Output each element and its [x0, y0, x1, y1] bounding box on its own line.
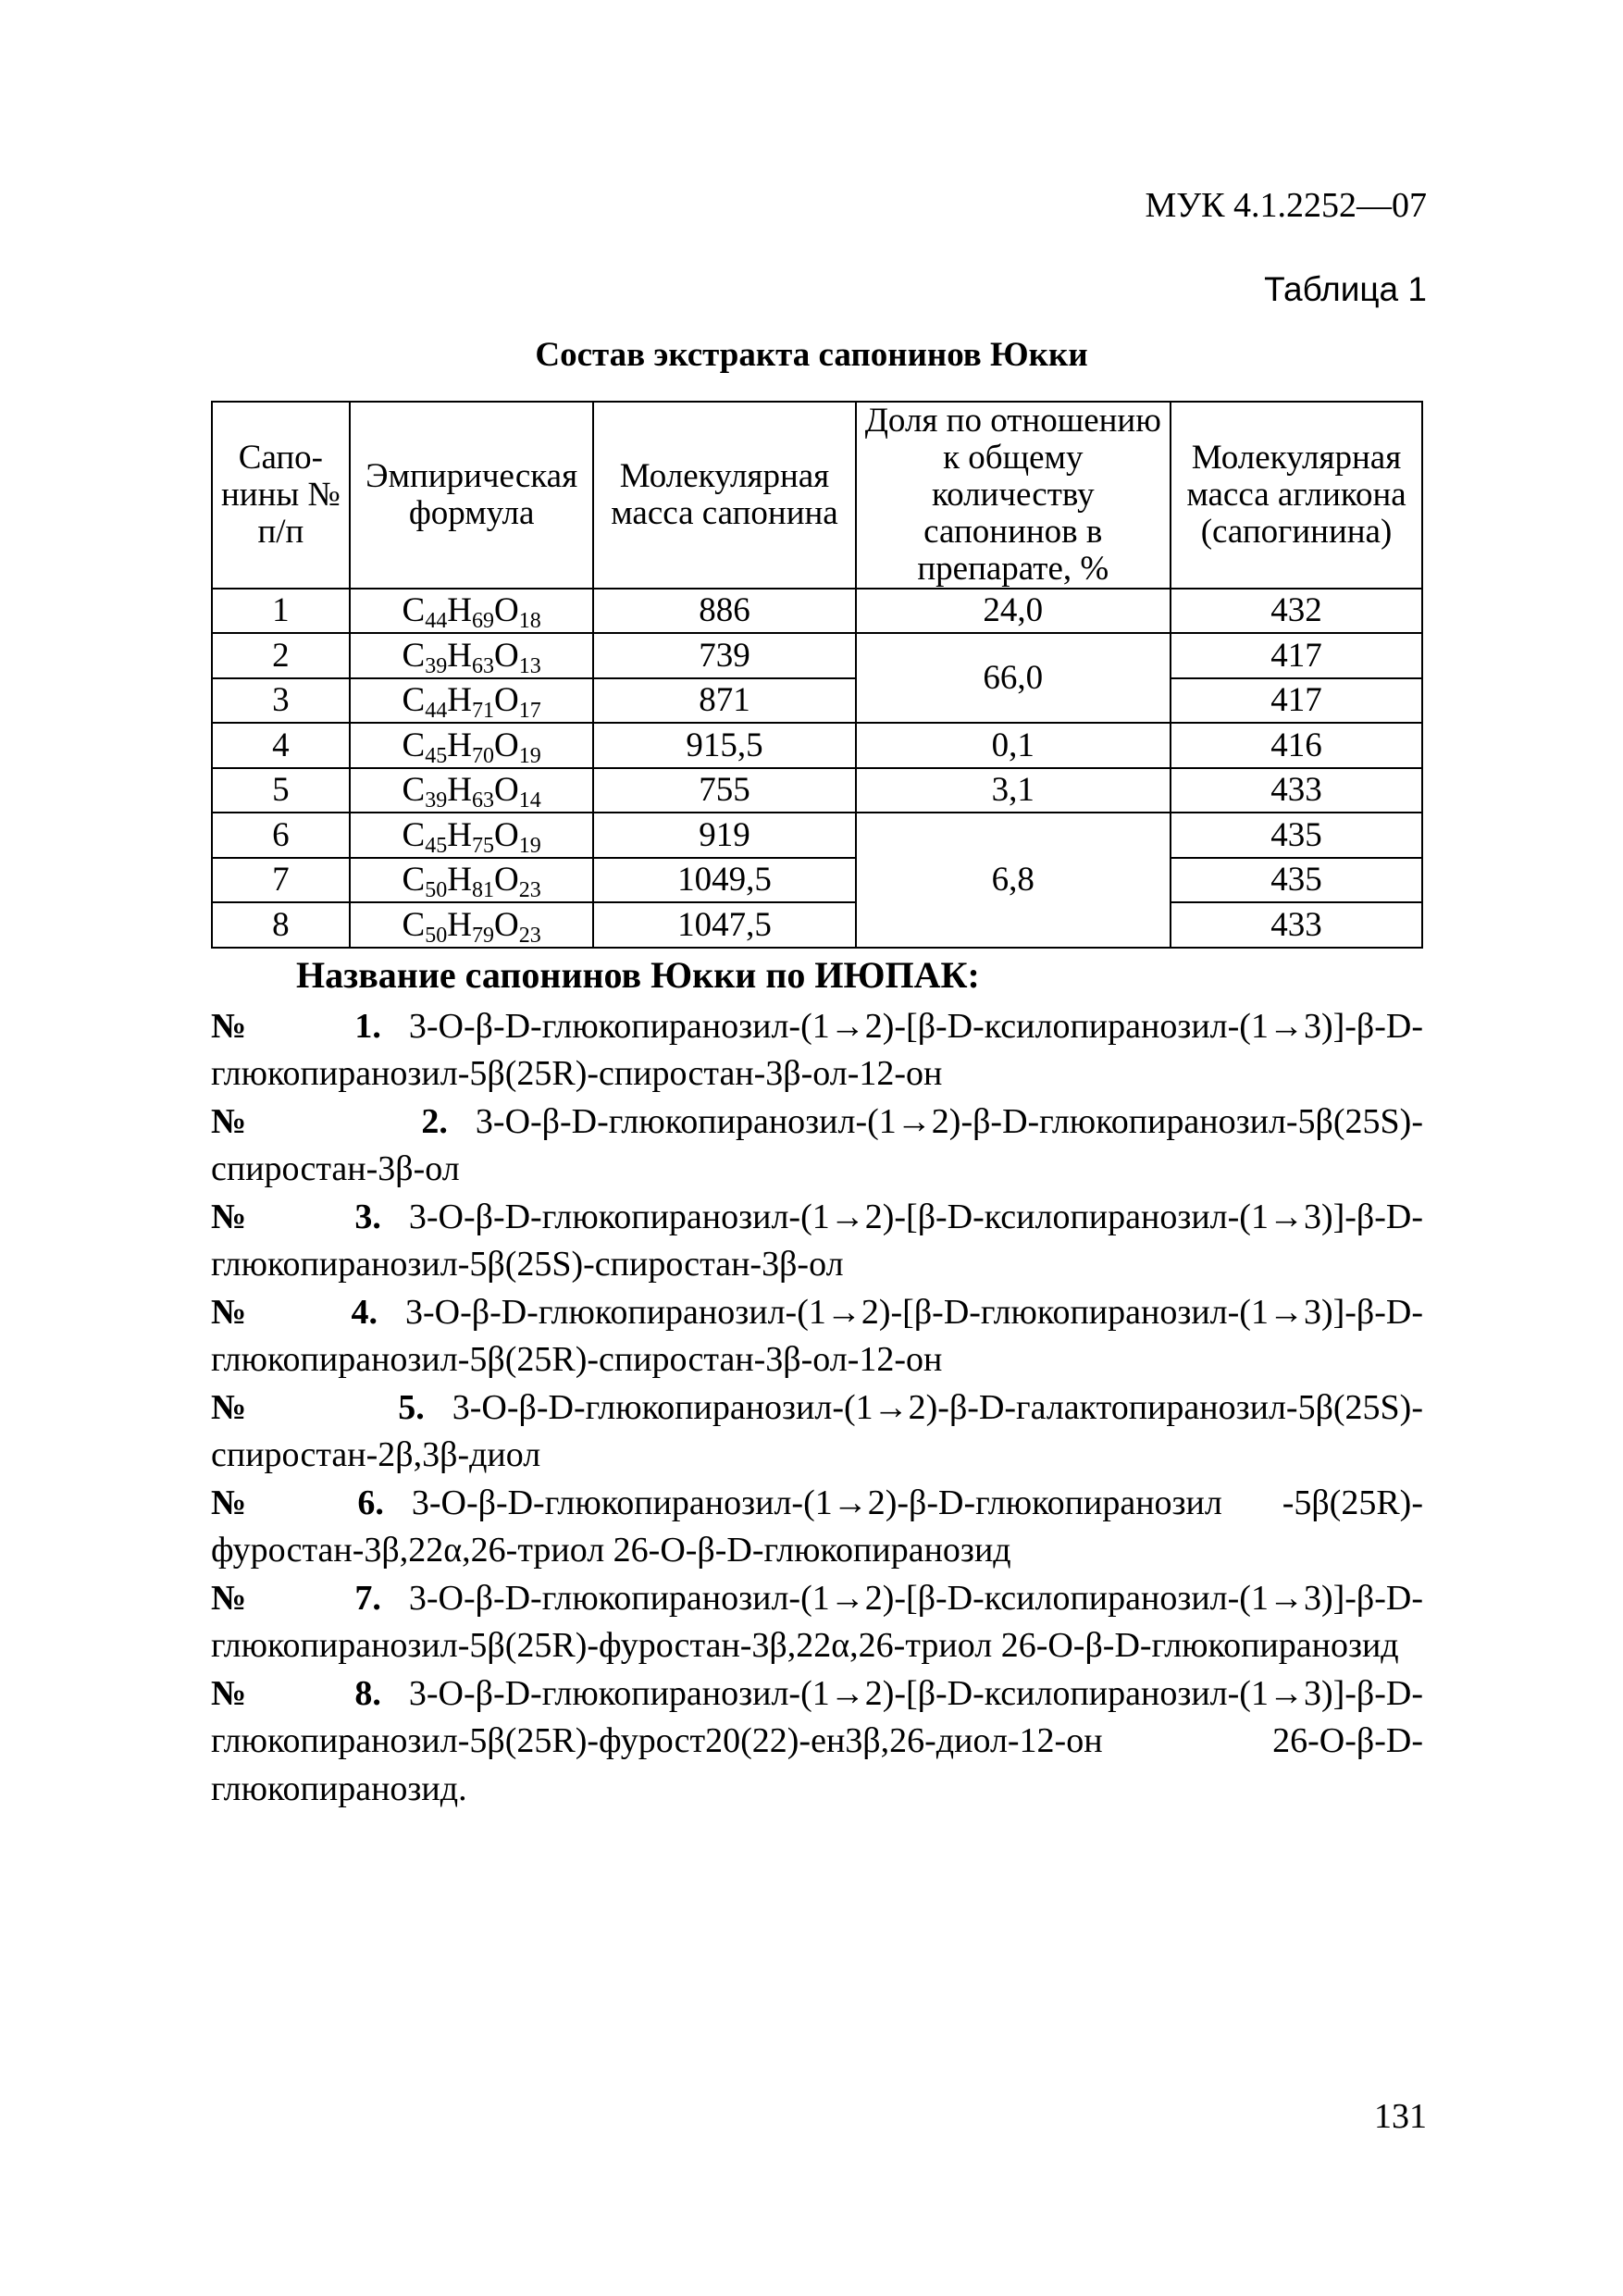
- formula-element: C: [402, 636, 426, 675]
- row-aglycone-mass: 433: [1171, 902, 1422, 948]
- formula-element: H: [447, 726, 472, 764]
- saponin-name-entry: [211, 1098, 1423, 1194]
- formula-element: O: [493, 636, 519, 675]
- row-saponin-mass: 886: [593, 589, 855, 634]
- formula-element: C: [402, 861, 426, 900]
- row-aglycone-mass: 417: [1171, 678, 1422, 724]
- row-formula: [350, 768, 594, 813]
- saponin-number: № 4.: [211, 1292, 378, 1332]
- formula-subscript: 70: [471, 743, 494, 768]
- row-aglycone-mass: 432: [1171, 589, 1422, 634]
- iupac-names-title: Название сапонинов Юкки по ИЮПАК:: [296, 954, 980, 996]
- row-saponin-mass: 915,5: [593, 723, 855, 768]
- row-number: 2: [212, 633, 350, 678]
- row-number: 8: [212, 902, 350, 948]
- formula-subscript: 75: [471, 833, 494, 858]
- formula-subscript: 23: [518, 878, 541, 903]
- formula-subscript: 39: [425, 653, 448, 678]
- table-header-row: [212, 402, 1422, 589]
- formula-subscript: 23: [518, 923, 541, 948]
- formula-subscript: 44: [425, 699, 448, 724]
- saponin-name-entry: [211, 1384, 1423, 1480]
- saponin-iupac-name: 3-O-β-D-глюкопиранозил-(1→2)-[β-D-ксилопиранозил-(1→3)]-β-D-глюкопиранозил-5β(25R)-фуростан-3β,22α,26-триол 26-O-β-D-глюкопиранозид: [211, 1578, 1423, 1665]
- formula-subscript: 14: [518, 788, 541, 813]
- saponin-number: № 6.: [211, 1483, 384, 1522]
- saponin-name-entry: [211, 1480, 1423, 1575]
- saponin-number: № 3.: [211, 1197, 381, 1236]
- formula-subscript: 19: [518, 743, 541, 768]
- row-formula: [350, 902, 594, 948]
- table-row: [212, 589, 1422, 634]
- formula-subscript: 63: [471, 653, 494, 678]
- table-label: Таблица 1: [1264, 270, 1427, 308]
- saponin-iupac-name: 3-O-β-D-глюкопиранозил-(1→2)-β-D-глюкопиранозил-5β(25S)-спиростан-3β-ол: [211, 1101, 1423, 1188]
- header-number: Сапо-нины № п/п: [212, 402, 350, 589]
- saponin-iupac-name: 3-O-β-D-глюкопиранозил-(1→2)-[β-D-глюкопиранозил-(1→3)]-β-D-глюкопиранозил-5β(25R)-спиростан-3β-ол-12-он: [211, 1292, 1423, 1379]
- formula-subscript: 45: [425, 833, 448, 858]
- saponin-iupac-name: 3-O-β-D-глюкопиранозил-(1→2)-β-D-галактопиранозил-5β(25S)-спиростан-2β,3β-диол: [211, 1387, 1423, 1474]
- saponin-name-entry: [211, 1003, 1423, 1098]
- row-aglycone-mass: 416: [1171, 723, 1422, 768]
- header-saponin-mass: Молекулярная масса сапонина: [593, 402, 855, 589]
- formula-element: H: [447, 905, 472, 944]
- row-aglycone-mass: 417: [1171, 633, 1422, 678]
- row-formula: [350, 723, 594, 768]
- saponin-name-entry: [211, 1670, 1423, 1814]
- formula-subscript: 19: [518, 833, 541, 858]
- formula-element: O: [493, 726, 519, 764]
- document-code: МУК 4.1.2252—07: [1145, 186, 1427, 225]
- row-saponin-mass: 919: [593, 813, 855, 858]
- page-number: 131: [1374, 2097, 1427, 2136]
- row-saponin-mass: 871: [593, 678, 855, 724]
- formula-subscript: 69: [471, 609, 494, 634]
- row-number: 6: [212, 813, 350, 858]
- table-row: [212, 813, 1422, 858]
- table-row: [212, 858, 1422, 903]
- saponin-number: № 1.: [211, 1006, 381, 1046]
- formula-subscript: 17: [518, 699, 541, 724]
- formula-element: O: [493, 771, 519, 810]
- saponin-number: № 8.: [211, 1673, 381, 1713]
- formula-subscript: 63: [471, 788, 494, 813]
- table-row: [212, 678, 1422, 724]
- saponin-iupac-name: 3-O-β-D-глюкопиранозил-(1→2)-[β-D-ксилопиранозил-(1→3)]-β-D-глюкопиранозил-5β(25S)-спиростан-3β-ол: [211, 1197, 1423, 1284]
- formula-element: O: [493, 815, 519, 854]
- row-number: 4: [212, 723, 350, 768]
- table-row: [212, 902, 1422, 948]
- formula-element: C: [402, 905, 426, 944]
- row-share: 3,1: [856, 768, 1171, 813]
- saponin-number: № 2.: [211, 1101, 448, 1141]
- formula-element: H: [447, 591, 472, 630]
- row-number: 7: [212, 858, 350, 903]
- saponin-name-entry: [211, 1289, 1423, 1384]
- table-body: [212, 589, 1422, 948]
- iupac-names-list: [211, 1003, 1423, 1814]
- saponin-name-entry: [211, 1194, 1423, 1289]
- table-title: Состав экстракта сапонинов Юкки: [535, 336, 1088, 374]
- formula-element: O: [493, 591, 519, 630]
- saponin-number: № 7.: [211, 1578, 381, 1618]
- saponin-iupac-name: 3-O-β-D-глюкопиранозил-(1→2)-[β-D-ксилопиранозил-(1→3)]-β-D-глюкопиранозил-5β(25R)-фурост20(22)-ен3β,26-диол-12-он 26-O-β-D-глюкопиранозид.: [211, 1673, 1423, 1808]
- row-saponin-mass: 1047,5: [593, 902, 855, 948]
- row-share: 66,0: [856, 633, 1171, 723]
- row-share: 0,1: [856, 723, 1171, 768]
- row-share: 24,0: [856, 589, 1171, 634]
- row-formula: [350, 858, 594, 903]
- saponin-number: № 5.: [211, 1387, 425, 1427]
- row-aglycone-mass: 435: [1171, 813, 1422, 858]
- header-aglycone-mass: Молекулярная масса агликона (сапогинина): [1171, 402, 1422, 589]
- table-row: [212, 768, 1422, 813]
- row-share: 6,8: [856, 813, 1171, 948]
- formula-subscript: 81: [471, 878, 494, 903]
- formula-element: C: [402, 815, 426, 854]
- formula-element: C: [402, 591, 426, 630]
- formula-element: H: [447, 681, 472, 720]
- row-number: 5: [212, 768, 350, 813]
- formula-element: H: [447, 861, 472, 900]
- formula-element: H: [447, 771, 472, 810]
- formula-subscript: 50: [425, 878, 448, 903]
- formula-subscript: 39: [425, 788, 448, 813]
- table-row: [212, 723, 1422, 768]
- row-formula: [350, 589, 594, 634]
- saponin-iupac-name: 3-O-β-D-глюкопиранозил-(1→2)-β-D-глюкопиранозил -5β(25R)-фуростан-3β,22α,26-триол 26-O-β-D-глюкопиранозид: [211, 1483, 1423, 1570]
- formula-element: H: [447, 636, 472, 675]
- row-aglycone-mass: 433: [1171, 768, 1422, 813]
- table-row: [212, 633, 1422, 678]
- formula-element: C: [402, 681, 426, 720]
- iupac-names-section: [211, 951, 1423, 1813]
- formula-subscript: 45: [425, 743, 448, 768]
- formula-subscript: 71: [471, 699, 494, 724]
- row-number: 1: [212, 589, 350, 634]
- formula-element: C: [402, 771, 426, 810]
- saponin-iupac-name: 3-O-β-D-глюкопиранозил-(1→2)-[β-D-ксилопиранозил-(1→3)]-β-D-глюкопиранозил-5β(25R)-спиростан-3β-ол-12-он: [211, 1006, 1423, 1093]
- row-saponin-mass: 755: [593, 768, 855, 813]
- row-number: 3: [212, 678, 350, 724]
- saponin-composition-table: [211, 401, 1423, 949]
- row-formula: [350, 678, 594, 724]
- saponin-name-entry: [211, 1575, 1423, 1670]
- formula-element: H: [447, 815, 472, 854]
- row-formula: [350, 813, 594, 858]
- formula-element: C: [402, 726, 426, 764]
- formula-subscript: 13: [518, 653, 541, 678]
- formula-subscript: 44: [425, 609, 448, 634]
- header-formula: Эмпирическая формула: [350, 402, 594, 589]
- formula-element: O: [493, 681, 519, 720]
- formula-subscript: 50: [425, 923, 448, 948]
- row-formula: [350, 633, 594, 678]
- header-share: Доля по отношению к общему количеству сапонинов в препарате, %: [856, 402, 1171, 589]
- formula-element: O: [493, 861, 519, 900]
- row-saponin-mass: 1049,5: [593, 858, 855, 903]
- row-saponin-mass: 739: [593, 633, 855, 678]
- formula-element: O: [493, 905, 519, 944]
- formula-subscript: 79: [471, 923, 494, 948]
- row-aglycone-mass: 435: [1171, 858, 1422, 903]
- formula-subscript: 18: [518, 609, 541, 634]
